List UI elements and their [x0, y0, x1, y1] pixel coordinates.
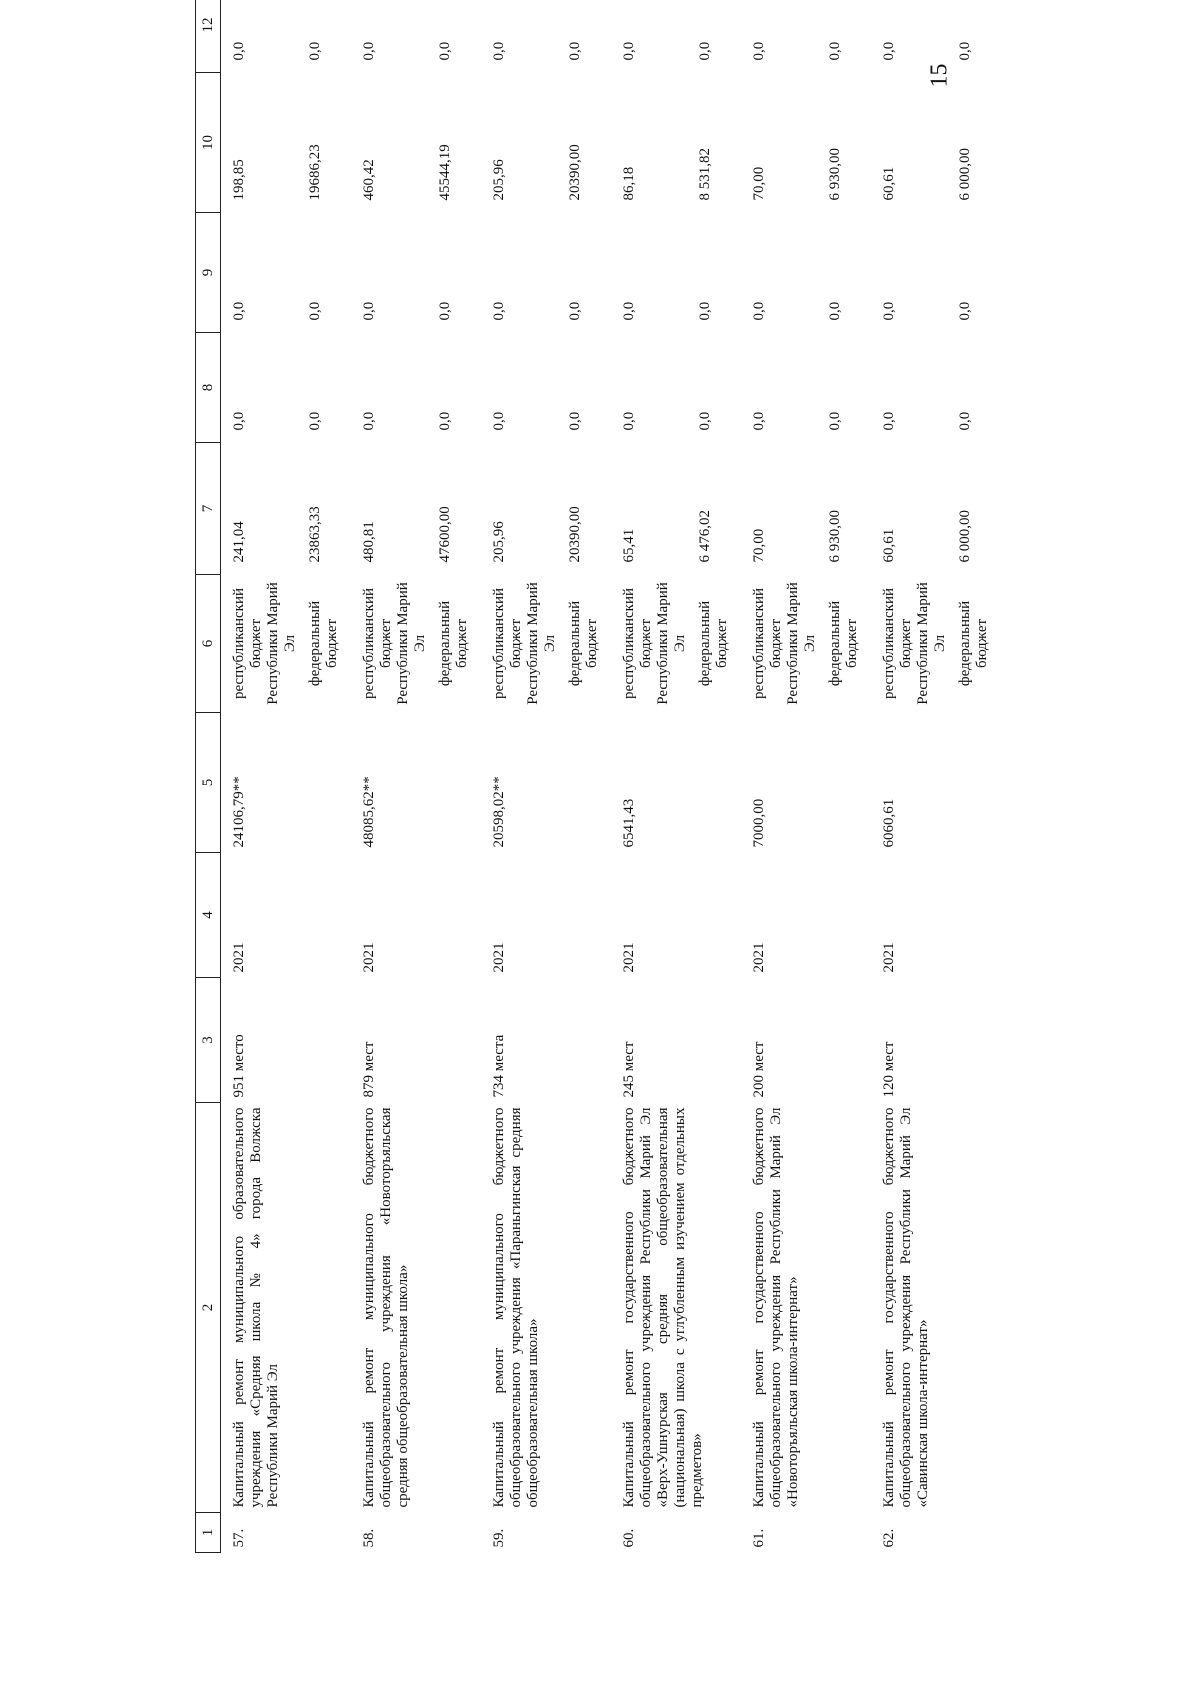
amount-cell: 6 476,02 — [697, 510, 713, 563]
year-cell: 2021 — [751, 942, 767, 973]
capacity-cell: 245 мест — [621, 1041, 637, 1098]
budget-table — [195, 0, 1001, 1553]
row-number-cell: 62. — [881, 1528, 897, 1548]
amount-cell: 198,85 — [231, 159, 247, 201]
object-name-cell: Капитальный ремонт государственного бюджетного общеобразовательного учреждения Республики Марий Эл «Новоторъяльская школа-интернат» — [751, 1107, 801, 1508]
funding-source-cell: республиканский бюджет Республики Марий Эл — [881, 582, 948, 705]
amount-cell: 45544,19 — [437, 144, 453, 201]
amount-cell: 0,0 — [697, 41, 713, 61]
amount-cell: 60,61 — [881, 166, 897, 201]
amount-cell: 0,0 — [307, 301, 323, 321]
capacity-cell: 200 мест — [751, 1041, 767, 1098]
column-header: 7 — [196, 443, 221, 575]
total-cost-cell: 6541,43 — [621, 798, 637, 848]
amount-cell: 480,81 — [361, 521, 377, 563]
amount-cell: 0,0 — [307, 41, 323, 61]
funding-source-cell: республиканский бюджет Республики Марий Эл — [751, 582, 818, 705]
table-row — [481, 0, 559, 1553]
object-name-cell: Капитальный ремонт государственного бюджетного общеобразовательного учреждения Республики Марий Эл «Верх-Ушнурская средняя общеобразовательная (национальная) школа с углубленным изучением отдельных предметов» — [621, 1107, 705, 1508]
amount-cell: 8 531,82 — [697, 148, 713, 201]
amount-cell: 0,0 — [751, 411, 767, 431]
total-cost-cell: 24106,79** — [231, 776, 247, 848]
amount-cell: 0,0 — [621, 411, 637, 431]
total-cost-cell: 20598,02** — [491, 776, 507, 848]
amount-cell: 0,0 — [957, 41, 973, 61]
amount-cell: 205,96 — [491, 159, 507, 201]
amount-cell: 6 930,00 — [827, 148, 843, 201]
amount-cell: 0,0 — [567, 41, 583, 61]
amount-cell: 0,0 — [231, 411, 247, 431]
amount-cell: 0,0 — [621, 41, 637, 61]
object-name-cell: Капитальный ремонт муниципального бюджетного общеобразовательного учреждения «Новоторъяльская средняя общеобразовательная школа» — [361, 1107, 411, 1508]
funding-source-cell: федеральный бюджет — [957, 600, 990, 687]
amount-cell: 0,0 — [567, 301, 583, 321]
year-cell: 2021 — [231, 942, 247, 973]
capacity-cell: 951 место — [231, 1034, 247, 1098]
amount-cell: 0,0 — [361, 301, 377, 321]
amount-cell: 20390,00 — [567, 506, 583, 563]
funding-source-cell: федеральный бюджет — [307, 600, 340, 687]
column-header: 9 — [196, 213, 221, 333]
table-row — [351, 0, 429, 1553]
budget-table-container — [195, 17, 1055, 1553]
amount-cell: 70,00 — [751, 166, 767, 201]
row-number-cell: 59. — [491, 1528, 507, 1548]
column-header: 4 — [196, 853, 221, 978]
column-header-row — [196, 0, 221, 1553]
amount-cell: 0,0 — [307, 411, 323, 431]
amount-cell: 0,0 — [881, 301, 897, 321]
row-number-cell: 58. — [361, 1528, 377, 1548]
table-row — [611, 0, 689, 1553]
amount-cell: 0,0 — [361, 411, 377, 431]
object-name-cell: Капитальный ремонт государственного бюджетного общеобразовательного учреждения Республики Марий Эл «Савинская школа-интернат» — [881, 1107, 931, 1508]
column-header: 5 — [196, 713, 221, 853]
amount-cell: 0,0 — [437, 301, 453, 321]
total-cost-cell: 48085,62** — [361, 776, 377, 848]
capacity-cell: 734 места — [491, 1034, 507, 1098]
year-cell: 2021 — [491, 942, 507, 973]
amount-cell: 460,42 — [361, 159, 377, 201]
amount-cell: 19686,23 — [307, 144, 323, 201]
amount-cell: 6 000,00 — [957, 148, 973, 201]
column-header: 12 — [196, 0, 221, 73]
column-header: 1 — [196, 1513, 221, 1553]
table-row — [221, 0, 300, 1553]
amount-cell: 0,0 — [827, 411, 843, 431]
amount-cell: 0,0 — [697, 301, 713, 321]
amount-cell: 0,0 — [491, 41, 507, 61]
amount-cell: 0,0 — [491, 301, 507, 321]
amount-cell: 47600,00 — [437, 506, 453, 563]
amount-cell: 0,0 — [957, 411, 973, 431]
amount-cell: 6 930,00 — [827, 510, 843, 563]
funding-source-cell: федеральный бюджет — [437, 600, 470, 687]
year-cell: 2021 — [621, 942, 637, 973]
amount-cell: 0,0 — [437, 41, 453, 61]
amount-cell: 0,0 — [827, 41, 843, 61]
amount-cell: 0,0 — [697, 411, 713, 431]
amount-cell: 0,0 — [231, 41, 247, 61]
amount-cell: 0,0 — [751, 41, 767, 61]
table-row — [741, 0, 819, 1553]
amount-cell: 0,0 — [621, 301, 637, 321]
funding-source-cell: федеральный бюджет — [827, 600, 860, 687]
amount-cell: 0,0 — [491, 411, 507, 431]
amount-cell: 23863,33 — [307, 506, 323, 563]
row-number-cell: 57. — [231, 1528, 247, 1548]
amount-cell: 0,0 — [361, 41, 377, 61]
column-header: 6 — [196, 575, 221, 713]
amount-cell: 0,0 — [231, 301, 247, 321]
amount-cell: 0,0 — [957, 301, 973, 321]
funding-source-cell: республиканский бюджет Республики Марий Эл — [621, 582, 688, 705]
funding-source-cell: республиканский бюджет Республики Марий Эл — [231, 582, 298, 705]
column-header: 10 — [196, 73, 221, 213]
amount-cell: 0,0 — [827, 301, 843, 321]
amount-cell: 0,0 — [751, 301, 767, 321]
amount-cell: 0,0 — [437, 411, 453, 431]
capacity-cell: 120 мест — [881, 1041, 897, 1098]
total-cost-cell: 6060,61 — [881, 798, 897, 848]
amount-cell: 0,0 — [881, 411, 897, 431]
table-row — [871, 0, 949, 1553]
amount-cell: 0,0 — [881, 41, 897, 61]
amount-cell: 241,04 — [231, 521, 247, 563]
object-name-cell: Капитальный ремонт муниципального образовательного учреждения «Средняя школа № 4» города Волжска Республики Марий Эл — [231, 1107, 281, 1508]
amount-cell: 86,18 — [621, 166, 637, 201]
column-header: 2 — [196, 1103, 221, 1513]
amount-cell: 60,61 — [881, 528, 897, 563]
funding-source-cell: республиканский бюджет Республики Марий Эл — [361, 582, 428, 705]
funding-source-cell: федеральный бюджет — [697, 600, 730, 687]
amount-cell: 70,00 — [751, 528, 767, 563]
year-cell: 2021 — [361, 942, 377, 973]
row-number-cell: 61. — [751, 1528, 767, 1548]
year-cell: 2021 — [881, 942, 897, 973]
funding-source-cell: федеральный бюджет — [567, 600, 600, 687]
amount-cell: 20390,00 — [567, 144, 583, 201]
column-header: 8 — [196, 333, 221, 443]
capacity-cell: 879 мест — [361, 1041, 377, 1098]
funding-source-cell: республиканский бюджет Республики Марий Эл — [491, 582, 558, 705]
amount-cell: 6 000,00 — [957, 510, 973, 563]
amount-cell: 0,0 — [567, 411, 583, 431]
table-body — [221, 0, 1002, 1553]
object-name-cell: Капитальный ремонт муниципального бюджетного общеобразовательного учреждения «Параньгинская средняя общеобразовательная школа» — [491, 1107, 541, 1508]
amount-cell: 65,41 — [621, 528, 637, 563]
total-cost-cell: 7000,00 — [751, 798, 767, 848]
page-number: 15 — [926, 63, 953, 88]
row-number-cell: 60. — [621, 1528, 637, 1548]
column-header: 3 — [196, 978, 221, 1103]
amount-cell: 205,96 — [491, 521, 507, 563]
